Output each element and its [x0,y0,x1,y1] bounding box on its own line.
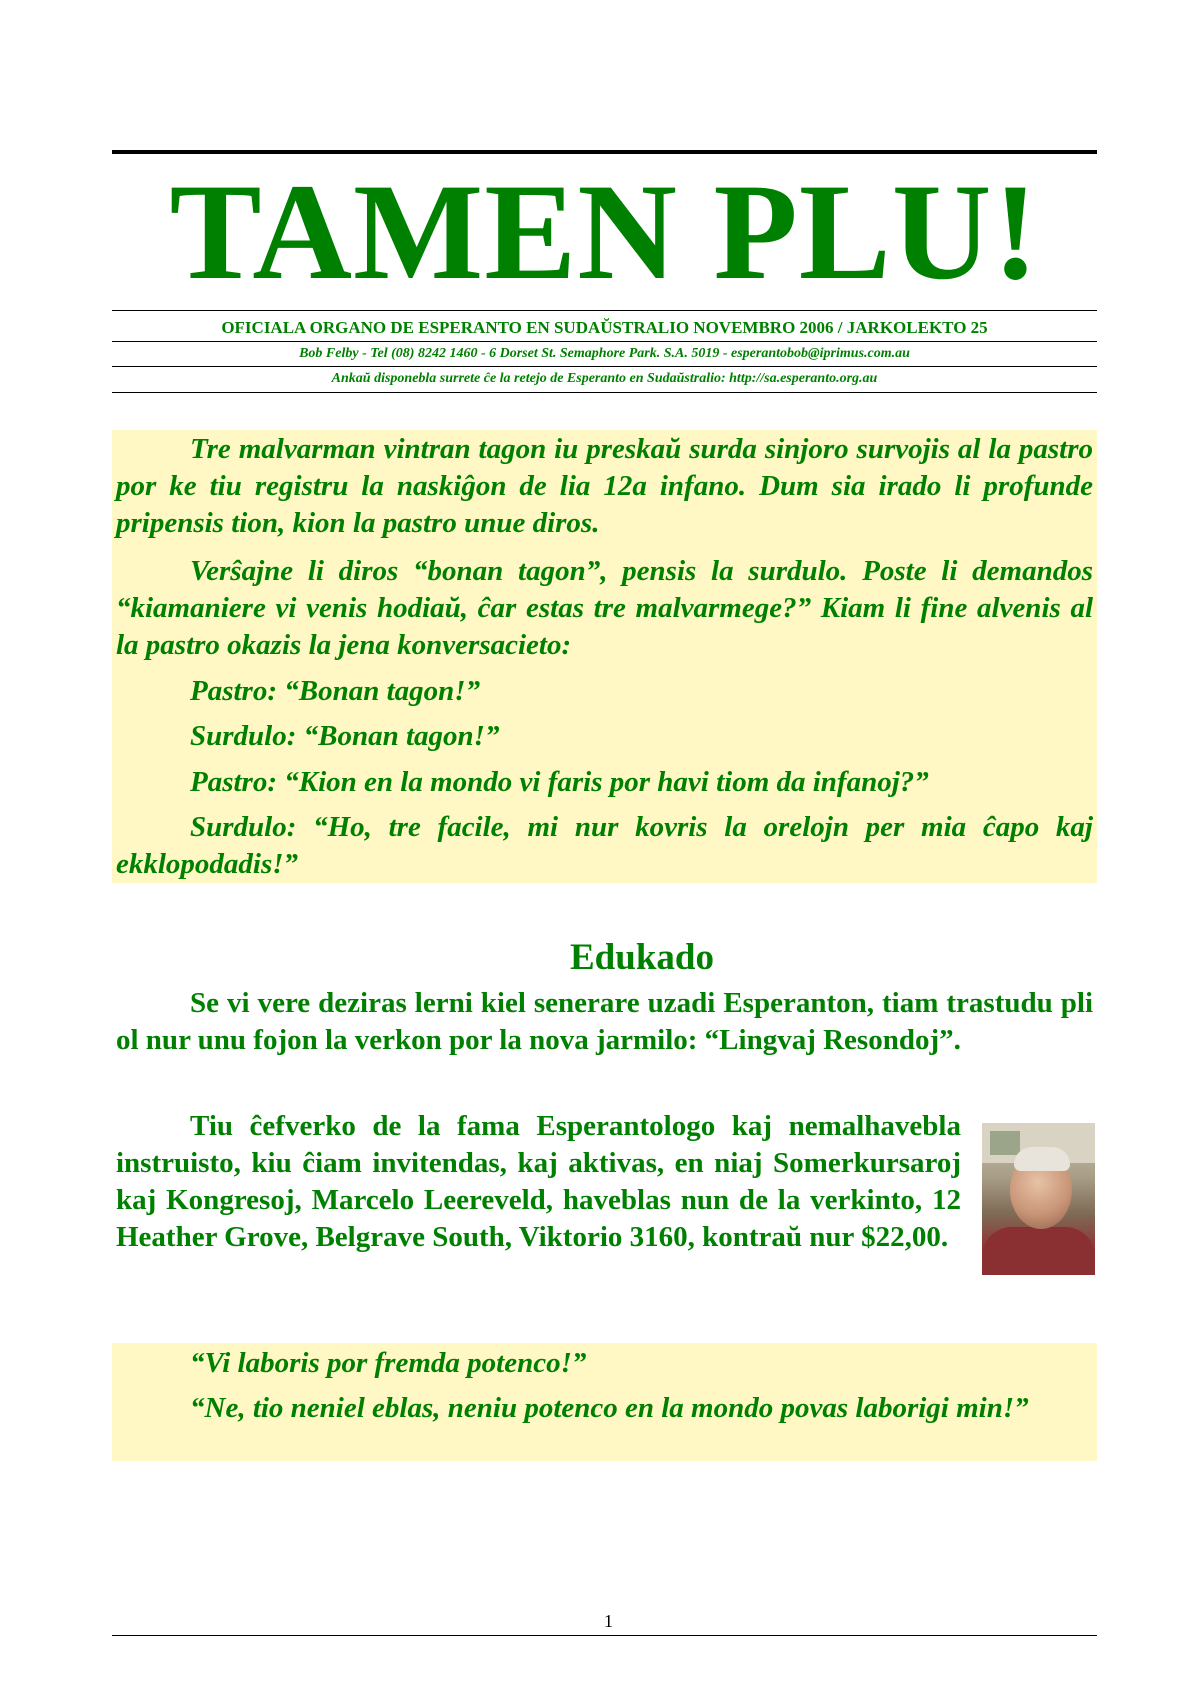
divider [112,392,1097,393]
divider [112,366,1097,367]
dialogue-line: Surdulo: “Bonan tagon!” [190,720,500,752]
body-paragraph: Se vi vere deziras lerni kiel senerare uzadi Esperanton, tiam trastudu pli ol nur unu fojon la verkon por la nova jarmilo: “Lingvaj Resondoj”. [116,987,1093,1056]
footer-rule [112,1635,1097,1636]
masthead-web: Ankaŭ disponebla surrete ĉe la retejo de Esperanto en Sudaŭstralio: http://sa.esperanto.org.au [331,371,878,386]
section-title: Edukado [570,937,714,978]
divider [112,310,1097,311]
dialogue-line: “Vi laboris por fremda potenco!” [190,1347,587,1379]
page-number: 1 [604,1611,613,1631]
author-photo [982,1123,1095,1275]
masthead-contact: Bob Felby - Tel (08) 8242 1460 - 6 Dorset St. Semaphore Park. S.A. 5019 - esperantobob@iprimus.com.au [299,346,910,361]
masthead-title: TAMEN PLU! [169,155,1040,308]
joke-paragraph: Tre malvarman vintran tagon iu preskaŭ surda sinjoro survojis al la pastro por ke tiu registru la naskiĝon de lia 12a infano. Dum sia irado li profunde pripensis tion, kion la pastro unue diros. [116,433,1093,539]
masthead-top-rule [112,150,1097,154]
dialogue-line: Surdulo: “Ho, tre facile, mi nur kovris la orelojn per mia ĉapo kaj ekklopodadis!” [116,811,1093,880]
dialogue-line: Pastro: “Kion en la mondo vi faris por havi tiom da infanoj?” [190,766,929,798]
body-paragraph: Tiu ĉefverko de la fama Esperantologo kaj nemalhavebla instruisto, kiu ĉiam invitendas, kaj aktivas, en niaj Somerkursaroj kaj Kongresoj, Marcelo Leereveld, haveblas nun de la verkinto, 12 Heather Grove, Belgrave South, Viktorio 3160, kontraŭ nur $22,00. [116,1110,961,1253]
dialogue-line: Pastro: “Bonan tagon!” [190,675,481,707]
masthead-subtitle: OFICIALA ORGANO DE ESPERANTO EN SUDAŬSTRALIO NOVEMBRO 2006 / JARKOLEKTO 25 [221,318,988,337]
joke-paragraph: Verŝajne li diros “bonan tagon”, pensis la surdulo. Poste li demandos “kiamaniere vi venis hodiaŭ, ĉar estas tre malvarmege?” Kiam li fine alvenis al la pastro okazis la jena konversacieto: [116,555,1093,661]
dialogue-line: “Ne, tio neniel eblas, neniu potenco en la mondo povas laborigi min!” [190,1392,1029,1424]
divider [112,341,1097,342]
